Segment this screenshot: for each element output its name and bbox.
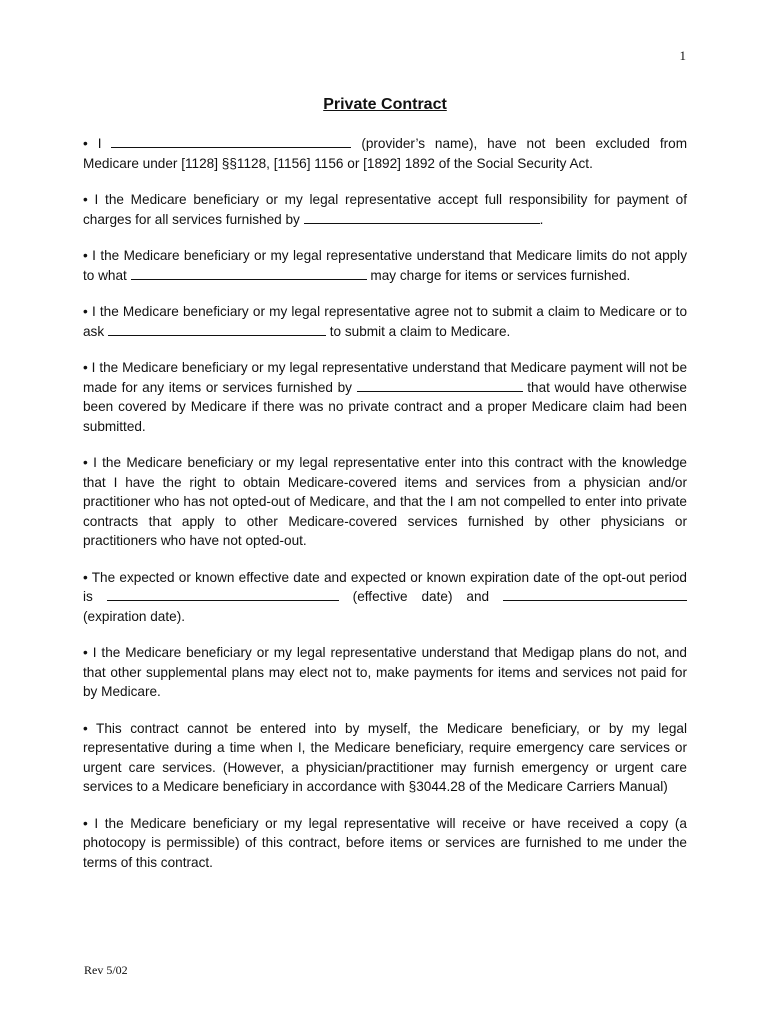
bullet: • xyxy=(83,645,88,660)
bullet: • xyxy=(83,304,88,319)
bullet: • xyxy=(83,192,88,207)
clause-text: I the Medicare beneficiary or my legal representative will receive or have received a copy (a photocopy is permissible) of this contract, before items or services are furnished to me under the terms of this contract. xyxy=(83,815,687,870)
page-number: 1 xyxy=(679,48,686,63)
clause-text: may charge for items or services furnished. xyxy=(370,267,631,283)
revision-footer: Rev 5/02 xyxy=(84,963,128,977)
expiration-date-field[interactable] xyxy=(503,587,687,601)
clause-text: to submit a claim to Medicare. xyxy=(329,323,511,339)
services-provider-field[interactable] xyxy=(304,210,540,224)
clause-text: that would have otherwise been covered by Medicare if there was no private contract and a proper Medicare claim had been submitted. xyxy=(83,379,687,434)
clause-text: I the Medicare beneficiary or my legal representative understand that Medigap plans do not, and that other supplemental plans may elect not to, make payments for items and services not paid for by Medicare. xyxy=(83,645,687,699)
clause-text: This contract cannot be entered into by myself, the Medicare beneficiary, or by my legal representative during a time when I, the Medicare beneficiary, require emergency care services or urgent care services. (However, a physician/practitioner may furnish emergency or urgent care services to a Medicare beneficiary in accordance with §3044.28 of the Medicare Carriers Manual) xyxy=(83,720,688,794)
clause-copy-received xyxy=(83,814,687,873)
clause-text: I the Medicare beneficiary or my legal representative understand that Medicare payment will not be made for any items or services furnished by xyxy=(83,360,688,395)
provider-name-field[interactable] xyxy=(111,134,351,148)
clause-text: I xyxy=(97,136,102,151)
clause-text: (expiration date). xyxy=(83,608,186,624)
effective-date-field[interactable] xyxy=(107,587,339,601)
claim-provider-field[interactable] xyxy=(108,322,326,336)
clause-opt-out-period xyxy=(83,568,687,627)
bullet: • xyxy=(83,248,88,263)
bullet: • xyxy=(83,815,88,831)
bullet: • xyxy=(83,455,88,470)
clause-right-to-obtain xyxy=(83,453,687,551)
contract-body xyxy=(83,134,687,889)
bullet: • xyxy=(83,360,88,375)
clause-medigap xyxy=(83,643,687,702)
clause-emergency-care xyxy=(83,719,687,797)
page-title: Private Contract xyxy=(323,96,447,113)
clause-text: (provider’s name), have not been excluded from Medicare under [1128] §§1128, [1156] 1156 or [1892] 1892 of the Social Security Act. xyxy=(83,136,688,171)
clause-text: I the Medicare beneficiary or my legal representative enter into this contract with the knowledge that I have the right to obtain Medicare-covered items and services from a physician and/or practitioner who has not opted-out of Medicare, and that the I am not compelled to enter into private contracts that apply to other Medicare-covered services furnished by other physicians or practitioners who have not opted-out. xyxy=(83,455,687,548)
furnishing-provider-field[interactable] xyxy=(357,378,523,392)
bullet: • xyxy=(83,136,88,151)
clause-no-payment xyxy=(83,358,687,436)
clause-text: . xyxy=(539,211,544,227)
clause-text: I the Medicare beneficiary or my legal representative understand that Medicare limits do not apply to what xyxy=(83,248,688,283)
clause-text: The expected or known effective date and expected or known expiration date of the opt-out period is xyxy=(83,569,687,604)
clause-payment-responsibility xyxy=(83,190,687,229)
clause-text: (effective date) and xyxy=(352,589,490,604)
clause-medicare-limits xyxy=(83,246,687,285)
clause-provider-not-excluded xyxy=(83,134,687,173)
charging-provider-field[interactable] xyxy=(131,266,367,280)
clause-no-claim xyxy=(83,302,687,341)
bullet: • xyxy=(83,569,88,585)
bullet: • xyxy=(83,720,88,736)
clause-text: I the Medicare beneficiary or my legal representative agree not to submit a claim to Medicare or to ask xyxy=(83,304,688,339)
clause-text: I the Medicare beneficiary or my legal representative accept full responsibility for payment of charges for all services furnished by xyxy=(83,192,687,227)
